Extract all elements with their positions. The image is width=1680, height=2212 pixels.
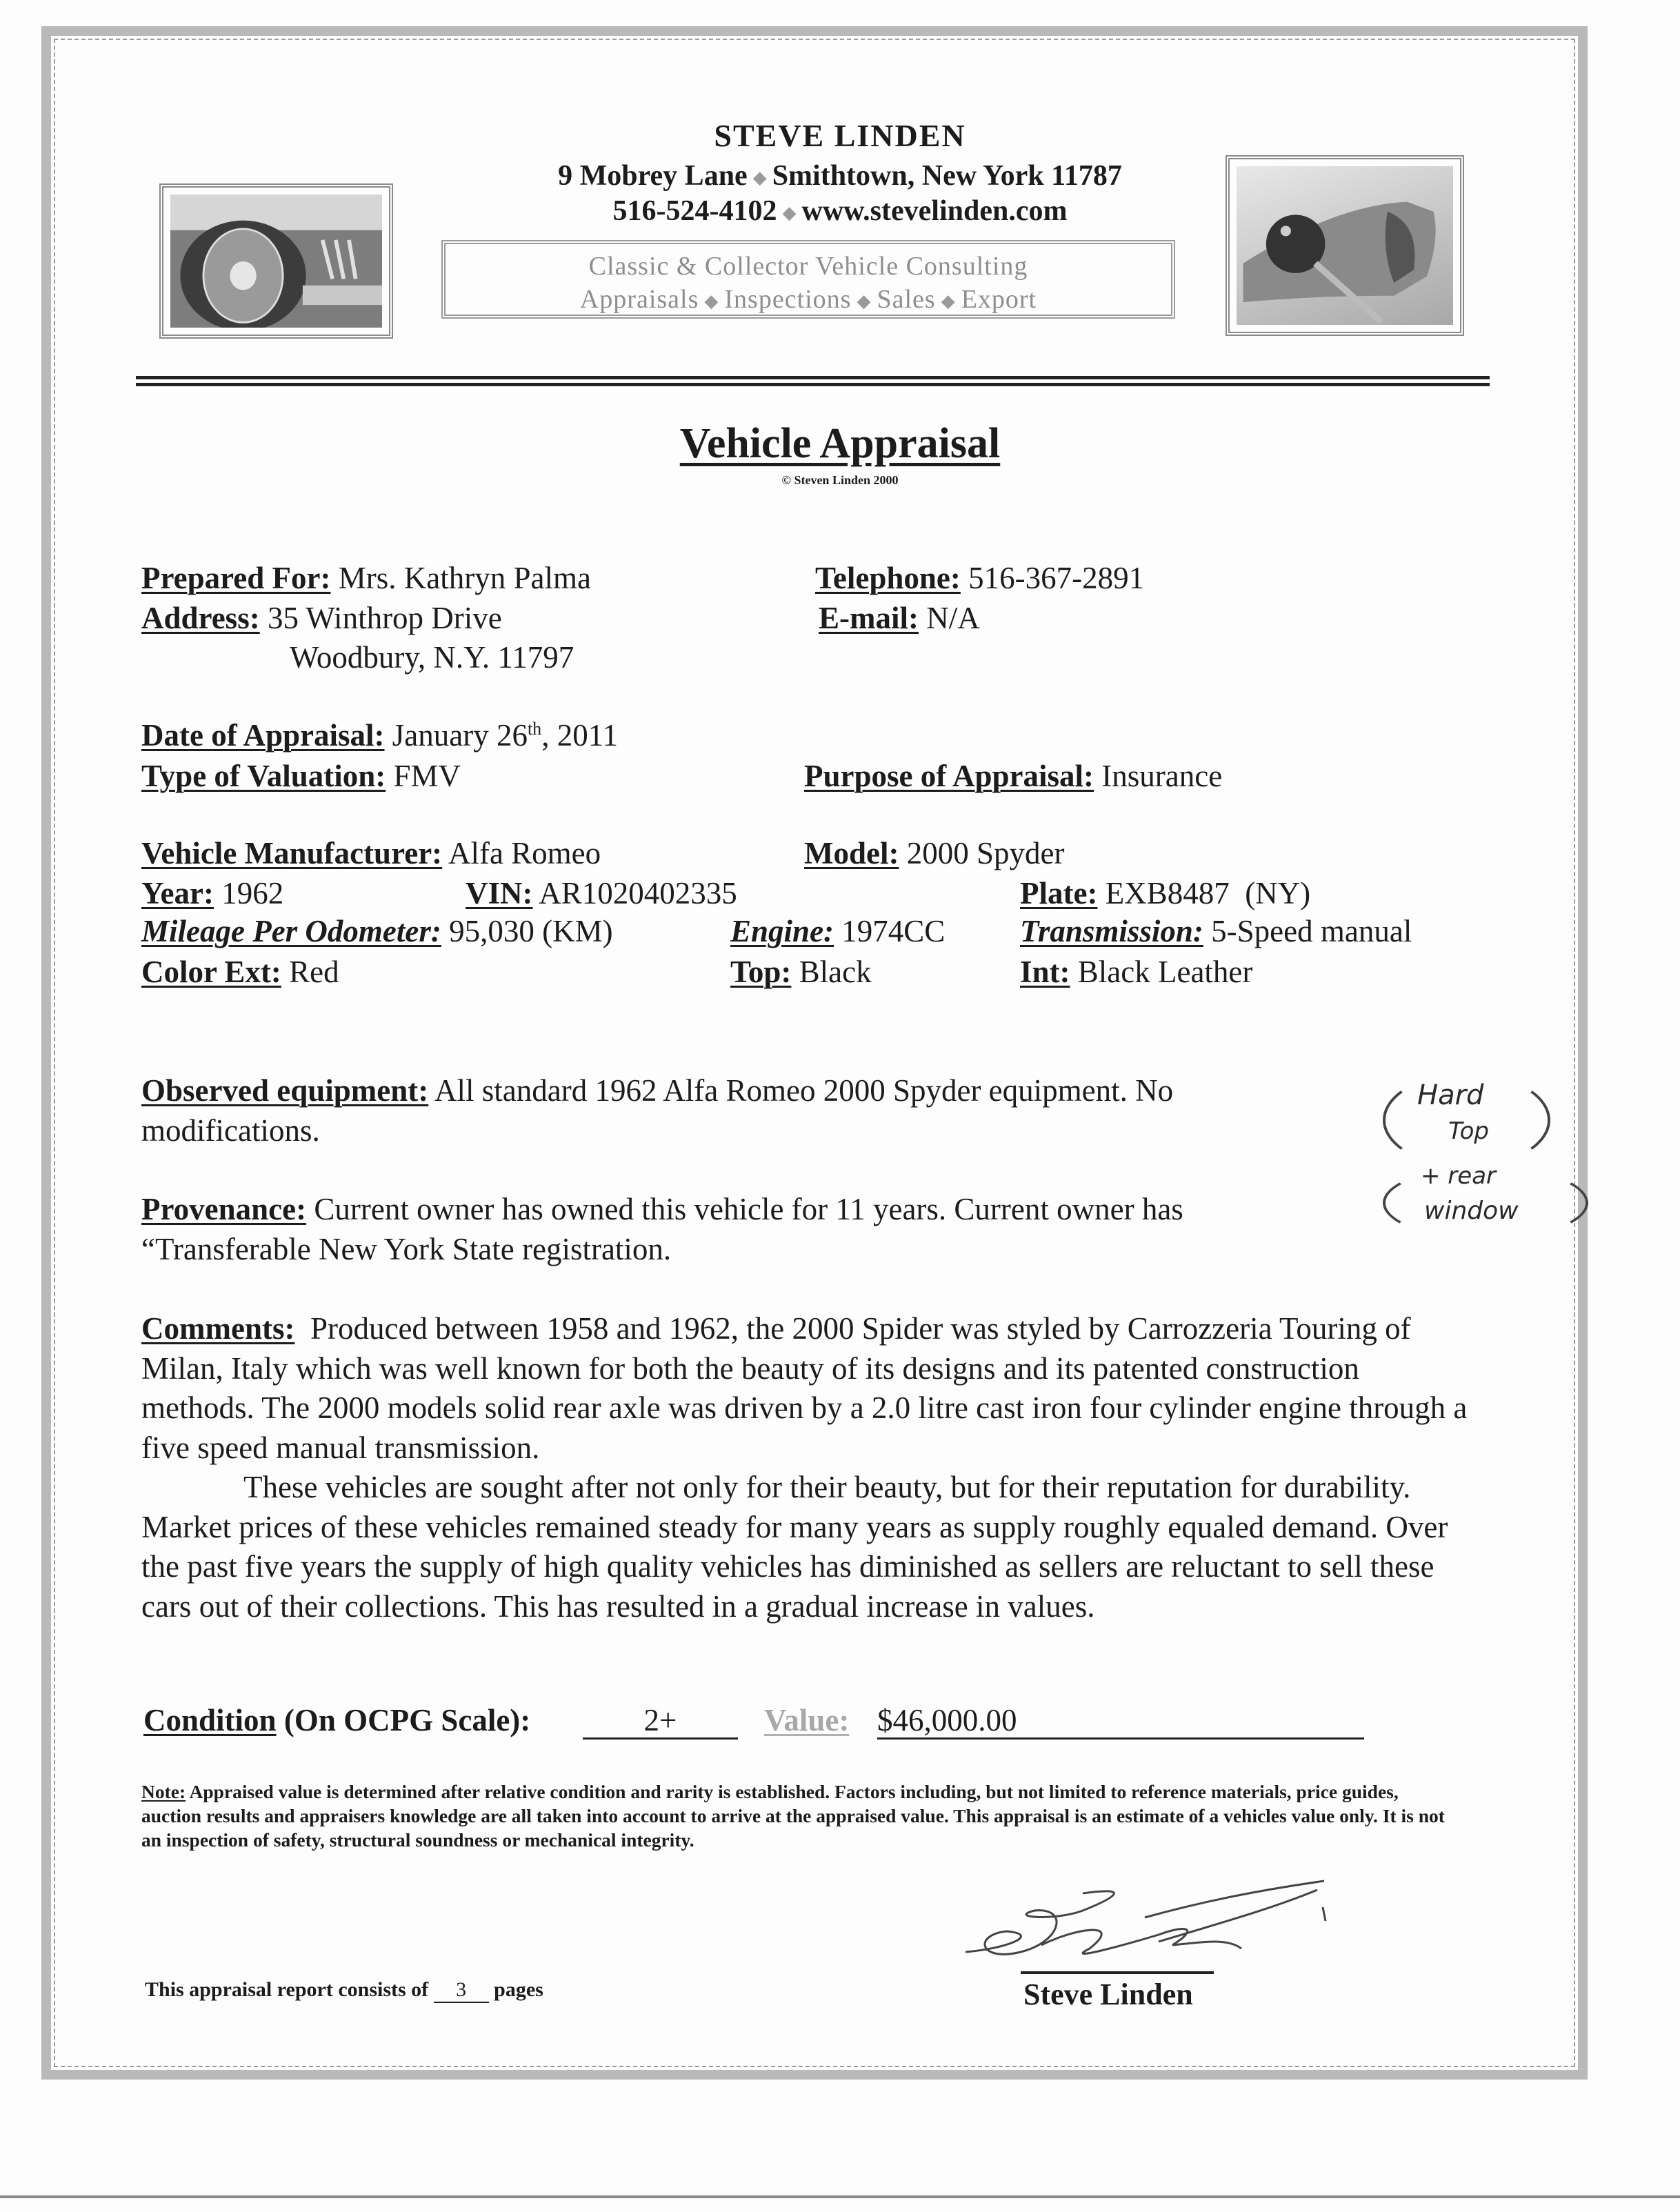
value-label: Value:	[764, 1703, 850, 1737]
provenance-label: Provenance:	[141, 1192, 307, 1226]
address-line1: 35 Winthrop Drive	[267, 601, 502, 635]
interior-label: Int:	[1020, 955, 1070, 989]
page-count-prefix: This appraisal report consists of	[145, 1978, 429, 2001]
comments-paragraph-2: These vehicles are sought after not only for their beauty, but for their reputation for durability. Market prices of these vehicles remained steady for many years as supply roughly equaled demand. Over the past five years the supply of high quality vehicles has diminished as sellers are reluctant to sell these cars out of their collections. This has resulted in a gradual increase in values.	[141, 1470, 1448, 1624]
valuation-type-label: Type of Valuation:	[141, 759, 386, 793]
company-name: STEVE LINDEN	[714, 118, 966, 153]
company-address	[0, 159, 1680, 192]
condition-scale-label: (On OCPG Scale):	[276, 1703, 531, 1737]
model-field	[804, 835, 1064, 871]
signer-name: Steve Linden	[1023, 1977, 1193, 2011]
year-field	[141, 875, 283, 911]
email-value: N/A	[926, 601, 980, 635]
manufacturer-value: Alfa Romeo	[448, 836, 601, 870]
engine-value: 1974CC	[841, 914, 946, 948]
paper-edge	[0, 2195, 1680, 2198]
interior-value: Black Leather	[1077, 955, 1253, 989]
purpose-field	[804, 758, 1222, 794]
year-value: 1962	[221, 876, 284, 910]
page-count	[145, 1978, 543, 2003]
service-export: Export	[961, 285, 1037, 314]
signature-icon	[966, 1880, 1352, 1969]
engine-label: Engine:	[730, 914, 834, 948]
tagline-box	[441, 240, 1175, 319]
condition-value	[583, 1702, 738, 1740]
year-label: Year:	[141, 876, 214, 910]
note-text: Appraised value is determined after relative condition and rarity is established. Factors including, but not limited to reference materials, price guides, auction results and appraisers knowledge are all taken into account to arrive at the appraised value. This appraisal is an estimate of a vehicles value only. It is not an inspection of safety, structural soundness or mechanical integrity.	[141, 1781, 1445, 1851]
service-sales: Sales	[877, 285, 936, 314]
email-field	[819, 600, 980, 636]
vin-field	[466, 875, 737, 911]
handwritten-rear: + rear	[1421, 1162, 1497, 1190]
handwritten-hard: Hard	[1417, 1079, 1484, 1111]
valuation-type-value: FMV	[393, 759, 461, 793]
diamond-separator-icon: ◆	[704, 291, 719, 312]
mileage-label: Mileage Per Odometer:	[141, 914, 441, 948]
plate-value: EXB8487 (NY)	[1105, 876, 1311, 910]
provenance	[141, 1190, 1328, 1269]
page-border-inner	[54, 39, 1575, 2067]
color-ext-field	[141, 954, 339, 990]
address-field	[141, 600, 502, 636]
signature-line	[1021, 1971, 1214, 1974]
diamond-separator-icon: ◆	[782, 203, 797, 223]
color-ext-value: Red	[289, 955, 339, 989]
prepared-for-field	[141, 560, 591, 596]
transmission-field	[1020, 913, 1412, 949]
page-title: Vehicle Appraisal	[679, 420, 1001, 467]
prepared-for-label: Prepared For:	[141, 561, 331, 595]
telephone-value: 516-367-2891	[968, 561, 1145, 595]
comments-label: Comments:	[141, 1311, 295, 1346]
condition-row	[143, 1702, 530, 1738]
address-line2: Woodbury, N.Y. 11797	[290, 640, 574, 675]
services-list	[446, 284, 1171, 315]
service-appraisals: Appraisals	[579, 285, 699, 314]
date-value: January 26th, 2011	[392, 718, 619, 753]
tagline: Classic & Collector Vehicle Consulting	[588, 252, 1028, 281]
header-divider	[136, 376, 1490, 379]
telephone-label: Telephone:	[815, 561, 961, 595]
plate-label: Plate:	[1020, 876, 1098, 910]
date-field	[141, 717, 618, 753]
observed-equipment	[141, 1071, 1328, 1150]
header-divider	[136, 383, 1490, 386]
copyright: © Steven Linden 2000	[781, 473, 899, 487]
page-count-value: 3	[434, 1980, 489, 2003]
email-label: E-mail:	[819, 601, 919, 635]
diamond-separator-icon: ◆	[941, 291, 956, 312]
vin-value: AR1020402335	[539, 876, 737, 910]
note-label: Note:	[141, 1781, 186, 1802]
telephone-field	[815, 560, 1144, 596]
diamond-separator-icon: ◆	[752, 168, 767, 188]
top-value: Black	[799, 955, 872, 989]
comments	[141, 1309, 1472, 1626]
transmission-value: 5-Speed manual	[1211, 914, 1412, 948]
value-label-wrap	[764, 1702, 849, 1738]
observed-equipment-text: All standard 1962 Alfa Romeo 2000 Spyder equipment. No modifications.	[141, 1073, 1174, 1148]
prepared-for-value: Mrs. Kathryn Palma	[338, 561, 591, 595]
value-field	[877, 1702, 1364, 1740]
observed-equipment-label: Observed equipment:	[141, 1073, 429, 1108]
service-inspections: Inspections	[724, 285, 852, 314]
comments-paragraph-1: Produced between 1958 and 1962, the 2000 Spider was styled by Carrozzeria Touring of Milan, Italy which was well known for both the beauty of its designs and its patented construction methods. The 2000 models solid rear axle was driven by a 2.0 litre cast iron four cylinder engine through a five speed manual transmission.	[141, 1311, 1468, 1465]
engine-field	[730, 913, 945, 949]
plate-field	[1020, 875, 1310, 911]
company-phone: 516-524-4102	[612, 195, 777, 227]
condition-label: Condition	[143, 1703, 277, 1737]
date-label: Date of Appraisal:	[141, 718, 385, 753]
color-ext-label: Color Ext:	[141, 955, 281, 989]
address-street: 9 Mobrey Lane	[558, 160, 748, 192]
interior-field	[1020, 954, 1252, 990]
page-count-suffix: pages	[494, 1978, 543, 2001]
company-website[interactable]: www.stevelinden.com	[801, 195, 1068, 227]
mileage-field	[141, 913, 613, 949]
purpose-label: Purpose of Appraisal:	[804, 759, 1094, 793]
appraised-value: $46,000.00	[877, 1705, 1364, 1740]
handwritten-window: window	[1424, 1197, 1519, 1225]
disclaimer-note	[141, 1780, 1452, 1852]
transmission-label: Transmission:	[1020, 914, 1203, 948]
provenance-text: Current owner has owned this vehicle for 11 years. Current owner has “Transferable New York State registration.	[141, 1192, 1183, 1266]
handwritten-top: Top	[1448, 1117, 1489, 1145]
vin-label: VIN:	[466, 876, 533, 910]
company-contact	[0, 195, 1680, 228]
model-label: Model:	[804, 836, 899, 870]
valuation-type-field	[141, 758, 461, 794]
address-label: Address:	[141, 601, 260, 635]
diamond-separator-icon: ◆	[857, 291, 872, 312]
model-value: 2000 Spyder	[906, 836, 1065, 870]
top-field	[730, 954, 872, 990]
condition-rating: 2+	[583, 1705, 738, 1740]
manufacturer-field	[141, 835, 601, 871]
address-city: Smithtown, New York 11787	[772, 160, 1122, 192]
mileage-value: 95,030 (KM)	[449, 914, 613, 948]
purpose-value: Insurance	[1101, 759, 1223, 793]
manufacturer-label: Vehicle Manufacturer:	[141, 836, 443, 870]
top-label: Top:	[730, 955, 792, 989]
